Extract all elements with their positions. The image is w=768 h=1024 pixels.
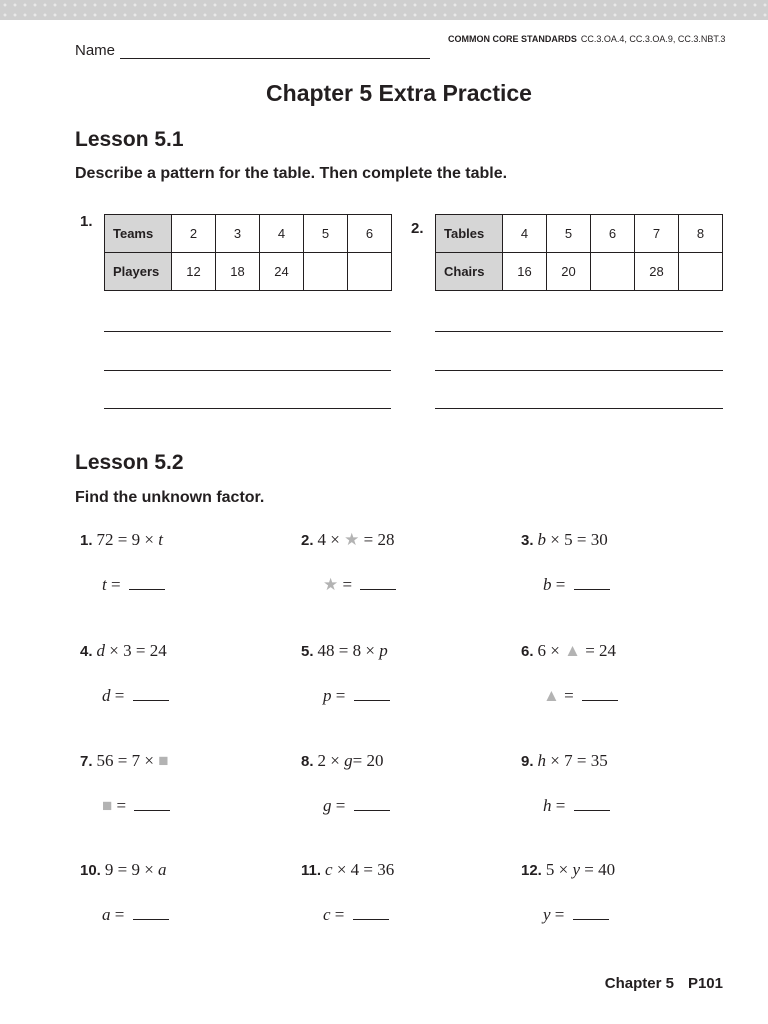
variable: d bbox=[102, 686, 111, 705]
name-label: Name bbox=[75, 42, 116, 59]
variable: y bbox=[543, 905, 551, 924]
variable: c bbox=[325, 860, 333, 879]
equation-text: 5 × bbox=[545, 860, 573, 879]
answer-line[interactable] bbox=[104, 370, 391, 371]
answer-blank[interactable] bbox=[573, 907, 609, 920]
problem-number: 6. bbox=[521, 643, 534, 660]
equals-sign: = bbox=[551, 796, 570, 815]
answer-blank[interactable] bbox=[134, 798, 170, 811]
answer-blank[interactable] bbox=[360, 577, 396, 590]
variable: a bbox=[158, 860, 167, 879]
table-row bbox=[105, 215, 392, 253]
table-cell: 20 bbox=[547, 253, 591, 291]
answer-row bbox=[102, 575, 165, 595]
problem-number: 3. bbox=[521, 532, 534, 549]
equals-sign: = bbox=[112, 796, 131, 815]
equation-text: 6 × bbox=[537, 641, 565, 660]
answer-row bbox=[543, 796, 610, 816]
factor-equation bbox=[521, 860, 615, 880]
answer-row bbox=[323, 686, 390, 706]
answer-line[interactable] bbox=[435, 408, 723, 409]
equals-sign: = bbox=[551, 575, 570, 594]
standards-heading: COMMON CORE STANDARDS bbox=[448, 34, 577, 44]
problem-number: 2. bbox=[301, 532, 314, 549]
table-cell: 6 bbox=[591, 215, 635, 253]
equation-text: 56 = 7 × bbox=[96, 751, 159, 770]
variable: b bbox=[543, 575, 552, 594]
factor-equation bbox=[80, 530, 163, 550]
table-row bbox=[105, 253, 392, 291]
equals-sign: = bbox=[559, 686, 578, 705]
answer-blank[interactable] bbox=[353, 907, 389, 920]
answer-blank[interactable] bbox=[133, 688, 169, 701]
page-footer bbox=[605, 975, 723, 992]
factor-equation bbox=[80, 751, 168, 771]
problem-number: 9. bbox=[521, 753, 534, 770]
variable: h bbox=[543, 796, 552, 815]
problem-number: 4. bbox=[80, 643, 93, 660]
factor-equation bbox=[521, 751, 608, 771]
standards-label bbox=[448, 34, 725, 44]
equation-text: × 4 = 36 bbox=[332, 860, 395, 879]
equation-text: × 5 = 30 bbox=[546, 530, 608, 549]
decorative-top-band bbox=[0, 0, 768, 20]
equation-text: 4 × bbox=[317, 530, 345, 549]
equals-sign: = bbox=[331, 796, 350, 815]
equation-text: 48 = 8 × bbox=[317, 641, 380, 660]
footer-page-number: P101 bbox=[687, 975, 723, 992]
equation-text: 2 × bbox=[317, 751, 345, 770]
variable: p bbox=[379, 641, 388, 660]
equation-text: 9 = 9 × bbox=[104, 860, 159, 879]
equals-sign: = bbox=[110, 905, 129, 924]
table-cell: 4 bbox=[260, 215, 304, 253]
lesson-5-2-instruction: Find the unknown factor. bbox=[75, 489, 265, 506]
table-row bbox=[436, 253, 723, 291]
table-cell: 3 bbox=[216, 215, 260, 253]
table-header-cell: Players bbox=[105, 253, 172, 291]
answer-row bbox=[543, 575, 610, 595]
answer-row bbox=[543, 686, 618, 706]
answer-line[interactable] bbox=[435, 331, 723, 332]
answer-blank[interactable] bbox=[574, 577, 610, 590]
answer-row bbox=[543, 905, 609, 925]
table-cell: 18 bbox=[216, 253, 260, 291]
table-row bbox=[436, 215, 723, 253]
table-header-cell: Chairs bbox=[436, 253, 503, 291]
table-cell: 5 bbox=[547, 215, 591, 253]
table-cell: 5 bbox=[304, 215, 348, 253]
table-header-cell: Teams bbox=[105, 215, 172, 253]
star-icon: ★ bbox=[323, 575, 339, 594]
equals-sign: = bbox=[550, 905, 569, 924]
answer-line[interactable] bbox=[104, 408, 391, 409]
table-answer-cell[interactable] bbox=[348, 253, 392, 291]
factor-equation bbox=[301, 751, 383, 771]
variable: g bbox=[344, 751, 353, 770]
table-answer-cell[interactable] bbox=[304, 253, 348, 291]
answer-row bbox=[323, 575, 396, 595]
answer-blank[interactable] bbox=[129, 577, 165, 590]
equation-text: = 24 bbox=[580, 641, 617, 660]
answer-blank[interactable] bbox=[133, 907, 169, 920]
variable: c bbox=[323, 905, 331, 924]
table-cell: 24 bbox=[260, 253, 304, 291]
page-title: Chapter 5 Extra Practice bbox=[266, 80, 532, 106]
table-cell: 2 bbox=[172, 215, 216, 253]
answer-row bbox=[102, 686, 169, 706]
table-cell: 12 bbox=[172, 253, 216, 291]
table-header-cell: Tables bbox=[436, 215, 503, 253]
table-cell: 7 bbox=[635, 215, 679, 253]
pattern-table-1 bbox=[104, 214, 392, 291]
table-cell: 8 bbox=[679, 215, 723, 253]
standards-codes: CC.3.OA.4, CC.3.OA.9, CC.3.NBT.3 bbox=[580, 34, 726, 44]
lesson-5-2-heading: Lesson 5.2 bbox=[75, 451, 184, 474]
table-cell: 6 bbox=[348, 215, 392, 253]
answer-row bbox=[102, 796, 170, 816]
equals-sign: = bbox=[331, 686, 350, 705]
triangle-icon: ▲ bbox=[543, 686, 560, 705]
factor-equation bbox=[521, 641, 616, 661]
problem-number: 11. bbox=[301, 862, 322, 879]
factor-equation bbox=[301, 860, 394, 880]
problem-number: 5. bbox=[301, 643, 314, 660]
answer-blank[interactable] bbox=[354, 798, 390, 811]
variable: a bbox=[102, 905, 111, 924]
equation-text: = 28 bbox=[359, 530, 395, 549]
variable: b bbox=[537, 530, 547, 549]
equals-sign: = bbox=[338, 575, 357, 594]
problem-number: 12. bbox=[521, 862, 542, 879]
lesson-5-1-heading: Lesson 5.1 bbox=[75, 128, 184, 151]
variable: y bbox=[572, 860, 580, 879]
name-input-line[interactable] bbox=[120, 58, 430, 59]
table-cell: 28 bbox=[635, 253, 679, 291]
answer-row bbox=[323, 796, 390, 816]
lesson-5-1-instruction: Describe a pattern for the table. Then complete the table. bbox=[75, 165, 508, 182]
equals-sign: = bbox=[110, 686, 129, 705]
answer-row bbox=[323, 905, 389, 925]
equation-text: × 3 = 24 bbox=[105, 641, 167, 660]
problem-number: 8. bbox=[301, 753, 314, 770]
equation-text: = 20 bbox=[352, 751, 384, 770]
variable: t bbox=[102, 575, 107, 594]
answer-line[interactable] bbox=[104, 331, 391, 332]
equation-text: 72 = 9 × bbox=[96, 530, 159, 549]
footer-chapter: Chapter 5 bbox=[604, 975, 674, 992]
factor-equation bbox=[301, 530, 394, 550]
equation-text: = 40 bbox=[580, 860, 616, 879]
equals-sign: = bbox=[106, 575, 125, 594]
factor-equation bbox=[80, 860, 167, 880]
table-cell: 4 bbox=[503, 215, 547, 253]
problem-number: 1. bbox=[80, 532, 93, 549]
table-answer-cell[interactable] bbox=[679, 253, 723, 291]
problem-number: 2. bbox=[411, 220, 424, 237]
problem-number: 7. bbox=[80, 753, 93, 770]
variable: d bbox=[96, 641, 106, 660]
answer-line[interactable] bbox=[435, 370, 723, 371]
factor-equation bbox=[521, 530, 608, 550]
problem-number: 10. bbox=[80, 862, 101, 879]
table-cell: 16 bbox=[503, 253, 547, 291]
variable: h bbox=[537, 751, 547, 770]
factor-equation bbox=[301, 641, 388, 661]
factor-equation bbox=[80, 641, 167, 661]
equation-text: × 7 = 35 bbox=[546, 751, 608, 770]
variable: t bbox=[158, 530, 163, 549]
variable: g bbox=[323, 796, 332, 815]
table-answer-cell[interactable] bbox=[591, 253, 635, 291]
answer-row bbox=[102, 905, 169, 925]
answer-blank[interactable] bbox=[354, 688, 390, 701]
equals-sign: = bbox=[330, 905, 349, 924]
answer-blank[interactable] bbox=[574, 798, 610, 811]
pattern-table-2 bbox=[435, 214, 723, 291]
star-icon: ★ bbox=[344, 530, 360, 549]
variable: p bbox=[323, 686, 332, 705]
problem-number: 1. bbox=[80, 213, 93, 230]
square-icon: ■ bbox=[102, 796, 113, 815]
answer-blank[interactable] bbox=[582, 688, 618, 701]
square-icon: ■ bbox=[158, 751, 169, 770]
triangle-icon: ▲ bbox=[564, 641, 581, 660]
